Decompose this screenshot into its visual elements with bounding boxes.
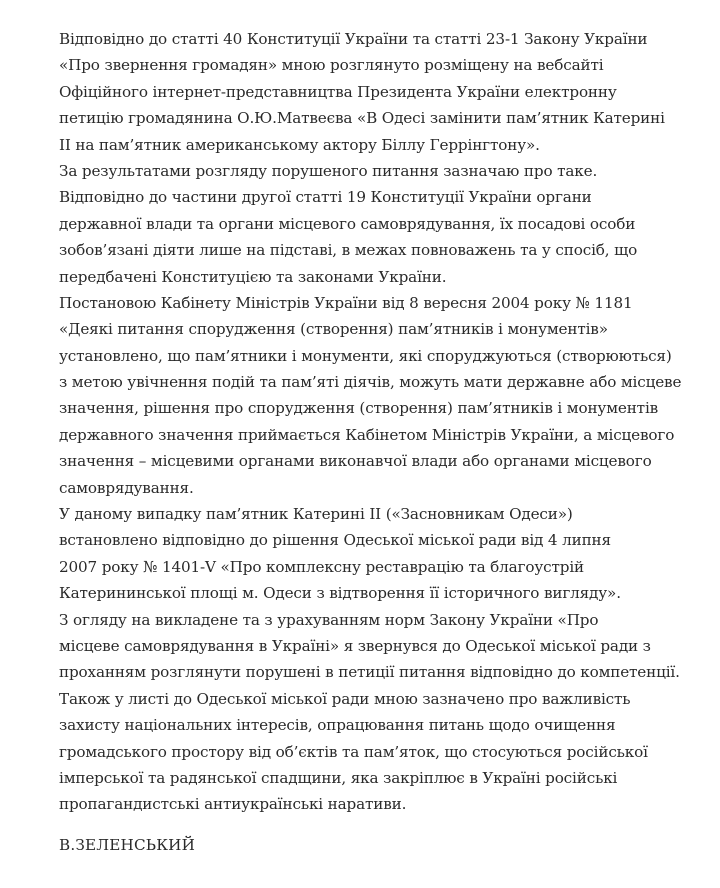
letter-line: самоврядування.: [59, 478, 194, 497]
letter-line: встановлено відповідно до рішення Одеської міської ради від 4 липня: [59, 531, 611, 550]
letter-line: За результатами розгляду порушеного питання зазначаю про таке.: [59, 161, 598, 180]
letter-line: У даному випадку пам’ятник Катерині ІІ («Засновникам Одеси»): [59, 505, 573, 524]
letter-line: Відповідно до статті 40 Конституції України та статті 23-1 Закону України: [59, 30, 648, 48]
letter-line: державного значення приймається Кабінетом Міністрів України, а місцевого: [59, 425, 675, 444]
letter-line: петицію громадянина О.Ю.Матвеєва «В Одесі замінити пам’ятник Катерині: [59, 109, 665, 128]
letter-line: 2007 року № 1401-V «Про комплексну реставрацію та благоустрій: [59, 557, 585, 576]
signature: В.ЗЕЛЕНСЬКИЙ: [59, 836, 196, 854]
letter-line: Постановою Кабінету Міністрів України від 8 вересня 2004 року № 1181: [59, 293, 633, 312]
letter-line: зобов’язані діяти лише на підставі, в межах повноважень та у спосіб, що: [59, 241, 638, 260]
letter-line: значення, рішення про спорудження (створення) пам’ятників і монументів: [59, 399, 659, 418]
letter-line: Відповідно до частини другої статті 19 Конституції України органи: [59, 188, 592, 207]
letter-line: установлено, що пам’ятники і монументи, які споруджуються (створюються): [59, 346, 672, 365]
letter-line: передбачені Конституцією та законами України.: [59, 267, 447, 286]
letter-line: проханням розглянути порушені в петиції питання відповідно до компетенції.: [59, 663, 680, 682]
letter-line: місцеве самоврядування в Україні» я звернувся до Одеської міської ради з: [59, 636, 651, 655]
letter-line: «Деякі питання спорудження (створення) пам’ятників і монументів»: [59, 320, 608, 339]
letter-line: державної влади та органи місцевого самоврядування, їх посадові особи: [59, 214, 636, 233]
letter-line: Також у листі до Одеської міської ради мною зазначено про важливість: [59, 689, 631, 708]
letter-line: з метою увічнення подій та пам’яті діячів, можуть мати державне або місцеве: [59, 373, 682, 392]
letter-line: імперської та радянської спадщини, яка закріплює в Україні російські: [59, 768, 618, 787]
letter-line: захисту національних інтересів, опрацювання питань щодо очищення: [59, 716, 616, 735]
letter-line: Катерининської площі м. Одеси з відтворення її історичного вигляду».: [59, 584, 621, 603]
letter-line: З огляду на викладене та з урахуванням норм Закону України «Про: [59, 610, 599, 629]
letter-body: [59, 26, 699, 818]
letter-line: ІІ на пам’ятник американському актору Біллу Геррінгтону».: [59, 135, 540, 154]
letter-line: пропагандистські антиукраїнські наративи.: [59, 795, 407, 814]
letter-line: значення – місцевими органами виконавчої влади або органами місцевого: [59, 452, 652, 471]
letter-line: «Про звернення громадян» мною розглянуто розміщену на вебсайті: [59, 56, 604, 75]
letter-line: Офіційного інтернет-представництва Президента України електронну: [59, 82, 617, 101]
letter-line: громадського простору від об’єктів та пам’яток, що стосуються російської: [59, 742, 648, 761]
